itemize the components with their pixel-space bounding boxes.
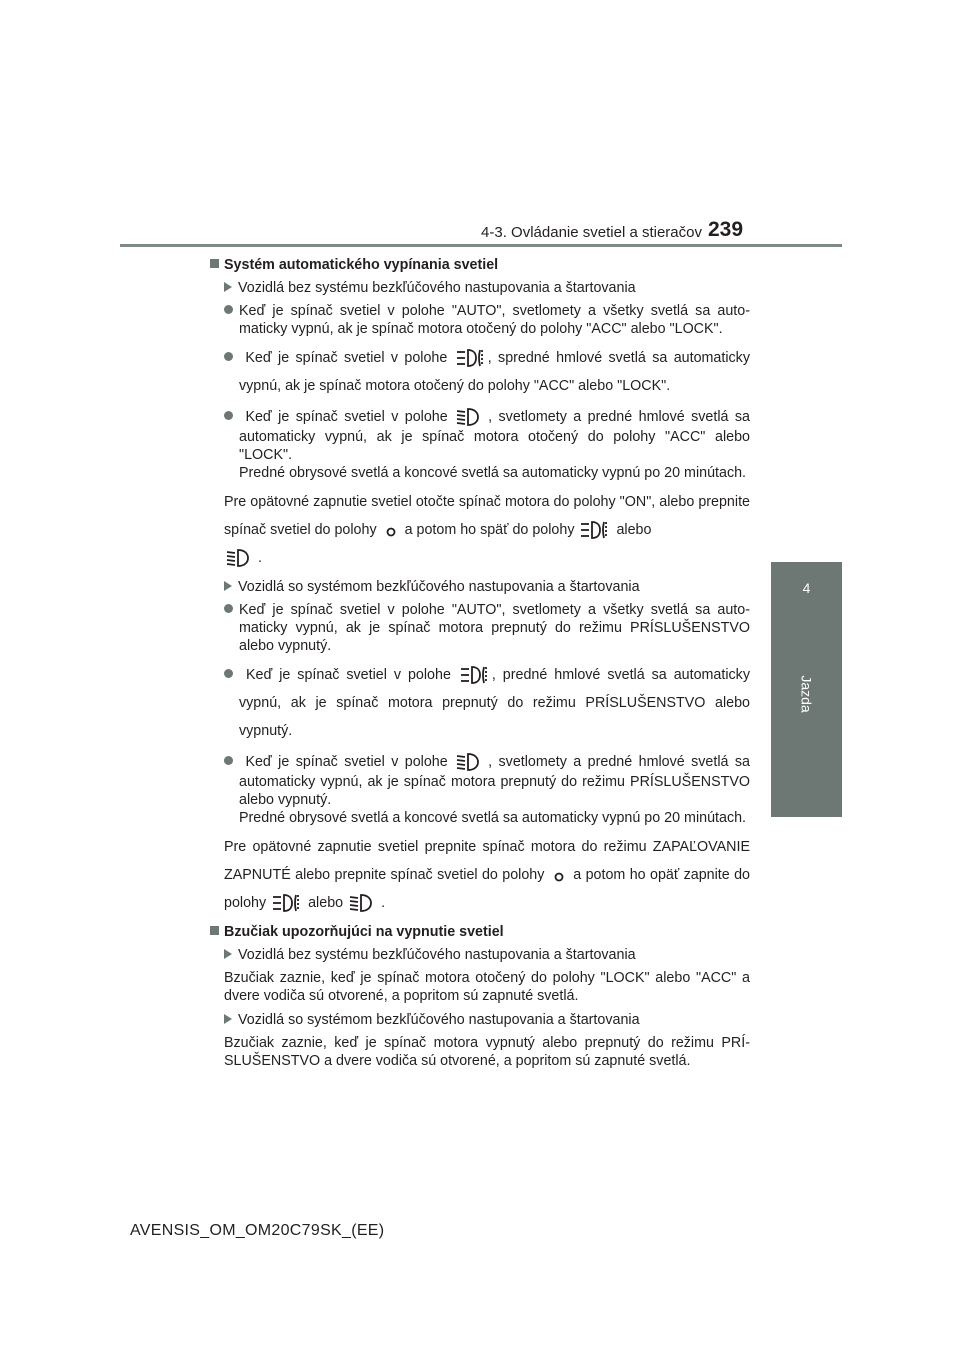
- headlight-icon: [454, 751, 488, 773]
- running-header: 4-3. Ovládanie svetiel a stieračov: [481, 224, 702, 241]
- front-fog-light-icon: [270, 892, 304, 914]
- light-off-icon: [381, 519, 401, 541]
- page-number: 239: [708, 218, 744, 241]
- header-divider: [120, 244, 842, 247]
- chapter-number: 4: [802, 580, 811, 596]
- headlight-icon: [347, 892, 381, 914]
- section-heading-auto-off: Systém automatického vypínania svetiel: [210, 256, 750, 274]
- front-fog-light-icon: [578, 519, 612, 541]
- bullet-fog-position: Keď je spínač svetiel v polohe , spredné hmlové svetlá sa automaticky vypnú, ak je spínač motora otočený do polohy "ACC" alebo "LOCK".: [224, 344, 750, 400]
- bullet-auto-position: Keď je spínač svetiel v polohe "AUTO", svetlomety a všetky svetlá sa automaticky vypnú, ak je spínač motora otočený do polohy "ACC" alebo "LOCK".: [224, 302, 750, 338]
- sub-heading-without-smart-key: Vozidlá bez systému bezkľúčového nastupovania a štartovania: [224, 279, 750, 297]
- document-code: AVENSIS_OM_OM20C79SK_(EE): [130, 1222, 385, 1239]
- sub-heading-with-smart-key: Vozidlá so systémom bezkľúčového nastupovania a štartovania: [224, 578, 750, 596]
- main-content: [210, 256, 750, 1076]
- headlight-icon: [454, 406, 488, 428]
- front-fog-light-icon: [458, 664, 492, 686]
- sub-heading-buzzer-without-smart-key: Vozidlá bez systému bezkľúčového nastupovania a štartovania: [224, 946, 750, 964]
- sub-heading-buzzer-with-smart-key: Vozidlá so systémom bezkľúčového nastupovania a štartovania: [224, 1011, 750, 1029]
- paragraph-buzzer-2: Bzučiak zaznie, keď je spínač motora vypnutý alebo prepnutý do režimu PRÍSLUŠENSTVO a dvere vodiča sú otvorené, a popritom sú zapnuté svetlá.: [224, 1035, 750, 1069]
- chapter-name: Jazda: [798, 675, 815, 713]
- light-off-icon: [549, 864, 569, 886]
- paragraph-reactivate-2: Pre opätovné zapnutie svetiel prepnite spínač motora do režimu ZAPAĽOVANIE ZAPNUTÉ alebo prepnite spínač svetiel do polohy a potom ho opäť zapnite do polohy alebo .: [224, 833, 750, 917]
- bullet-auto-position-smart: Keď je spínač svetiel v polohe "AUTO", svetlomety a všetky svetlá sa automaticky vypnú, ak je spínač motora prepnutý do režimu PRÍSLUŠENSTVO alebo vypnutý.: [224, 601, 750, 655]
- paragraph-buzzer-1: Bzučiak zaznie, keď je spínač motora otočený do polohy "LOCK" alebo "ACC" a dvere vodiča sú otvorené, a popritom sú zapnuté svetlá.: [224, 970, 750, 1004]
- front-fog-light-icon: [454, 347, 488, 369]
- section-heading-buzzer: Bzučiak upozorňujúci na vypnutie svetiel: [210, 923, 750, 941]
- paragraph-reactivate-1: Pre opätovné zapnutie svetiel otočte spínač motora do polohy "ON", alebo prepnite spínač svetiel do polohy a potom ho späť do polohy alebo .: [224, 488, 750, 572]
- bullet-fog-position-smart: Keď je spínač svetiel v polohe , predné hmlové svetlá sa automaticky vypnú, ak je spínač motora prepnutý do režimu PRÍSLUŠENSTVO alebo vypnutý.: [224, 661, 750, 745]
- headlight-icon: [224, 547, 258, 569]
- bullet-headlight-position: Keď je spínač svetiel v polohe , svetlomety a predné hmlové svetlá sa automaticky vypnú, ak je spínač motora otočený do polohy "ACC" alebo "LOCK". Predné obrysové svetlá a koncové svetlá sa automaticky vypnú po 20 minútach.: [224, 406, 750, 482]
- bullet-headlight-position-smart: Keď je spínač svetiel v polohe , svetlomety a predné hmlové svetlá sa automaticky vypnú, ak je spínač motora prepnutý do režimu PRÍSLUŠENSTVO alebo vypnutý. Predné obrysové svetlá a koncové svetlá sa automaticky vypnú po 20 minútach.: [224, 751, 750, 827]
- chapter-tab: [771, 562, 842, 817]
